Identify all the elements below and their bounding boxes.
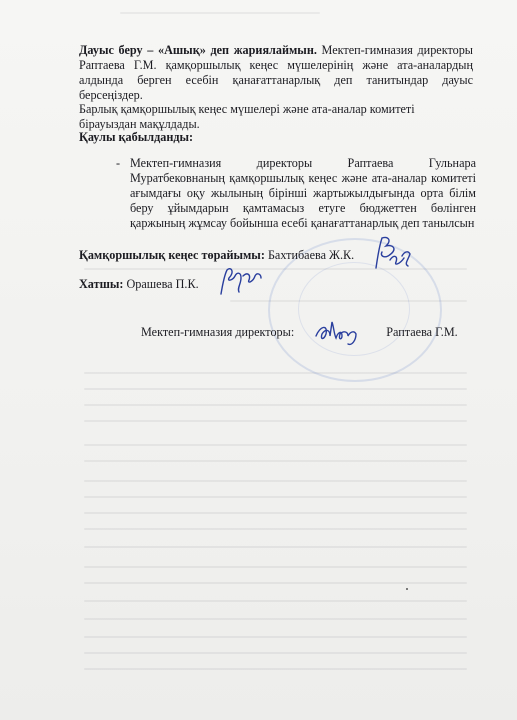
director-name: Раптаева Г.М.	[386, 325, 458, 339]
secretary-label: Хатшы:	[79, 277, 124, 291]
voting-paragraph	[79, 43, 473, 103]
bleed-through-line	[84, 636, 467, 638]
bleed-through-line	[84, 388, 467, 390]
bleed-through-line	[84, 528, 467, 530]
secretary-signature	[215, 264, 267, 300]
list-dash: -	[116, 156, 121, 170]
chair-name: Бахтибаева Ж.К.	[264, 248, 355, 262]
secretary-name: Орашева П.К.	[123, 277, 199, 291]
voting-text: Мектеп-гимназия директоры Раптаева Г.М. қамқоршылық кеңес мүшелерінің және ата-аналардың алдында берген есебін қанағаттанарлық деп танитындар дауыс берсеңіздер.	[79, 43, 473, 102]
bleed-through-line	[84, 444, 467, 446]
resolution-heading: Қаулы қабылданды:	[79, 130, 194, 144]
bleed-through-line	[84, 566, 467, 568]
director-label: Мектеп-гимназия директоры:	[141, 325, 295, 339]
bleed-through-line	[84, 404, 467, 406]
chair-line	[79, 248, 354, 263]
bleed-through-line	[84, 600, 467, 602]
speck-mark	[406, 588, 408, 590]
bleed-through-line	[84, 512, 467, 514]
bleed-through-line	[84, 652, 467, 654]
director-line	[141, 325, 458, 340]
secretary-line	[79, 277, 199, 292]
chair-label: Қамқоршылық кеңес төрайымы:	[79, 248, 265, 262]
resolution-item	[116, 156, 476, 231]
resolution-item-text: Мектеп-гимназия директоры Раптаева Гульнара Муратбековнаның қамқоршылық кеңес және ата-аналар комитеті ағымдағы оқу жылының бірінші жартыжылдығында орта білім беру ұйымдарын қамтамасыз етуге бюджеттен бөлінген қаржының жұмсау бойынша есебі қанағаттанарлық деп танылсын	[130, 156, 476, 230]
bleed-through-line	[84, 496, 467, 498]
director-signature	[312, 314, 364, 350]
bleed-through-line	[120, 12, 320, 14]
bleed-through-line	[84, 582, 467, 584]
resolution-list	[116, 156, 476, 231]
bleed-through-line	[84, 420, 467, 422]
bleed-through-line	[84, 480, 467, 482]
bleed-through-line	[84, 618, 467, 620]
unanimous-paragraph: Барлық қамқоршылық кеңес мүшелері және ата-аналар комитеті бірауыздан мақұлдады.	[79, 102, 415, 131]
bleed-through-line	[84, 668, 467, 670]
bleed-through-line	[84, 372, 467, 374]
bleed-through-line	[84, 546, 467, 548]
chair-signature	[368, 234, 416, 274]
voting-lead: Дауыс беру – «Ашық» деп жариялаймын.	[79, 43, 317, 57]
bleed-through-line	[84, 460, 467, 462]
